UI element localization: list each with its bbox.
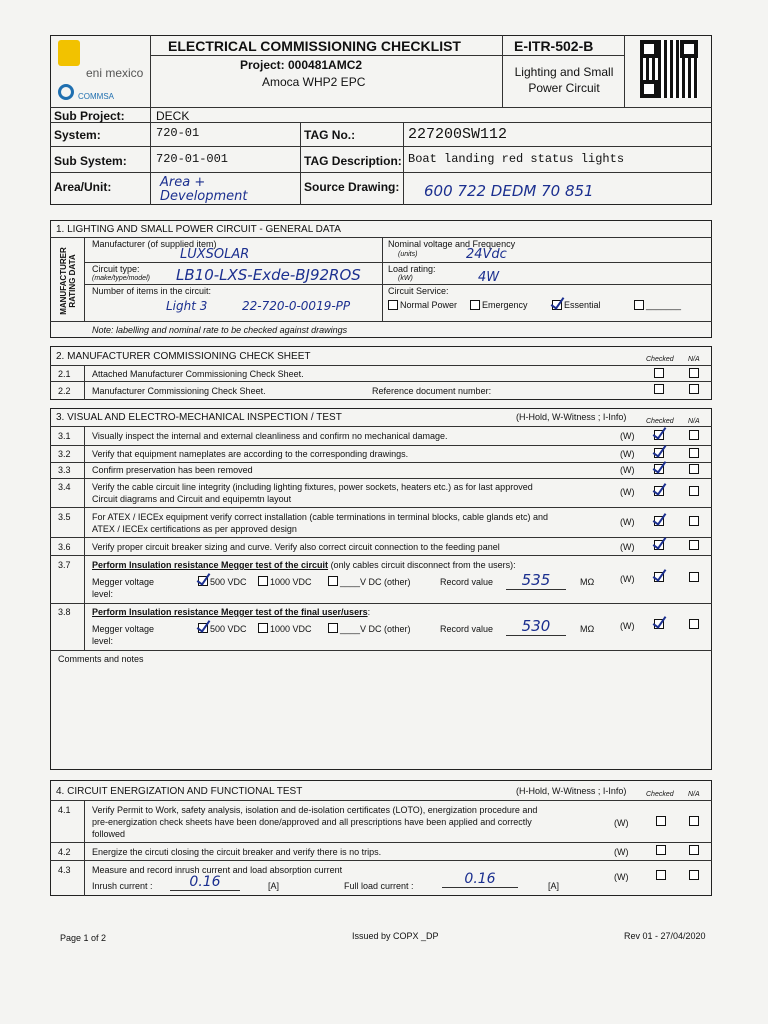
- commsa-logo-text: COMMSA: [78, 92, 114, 101]
- item-3-7-title-main: Perform Insulation resistance Megger test of the circuit: [92, 560, 329, 570]
- doc-type: Lighting and Small Power Circuit: [514, 65, 614, 95]
- emergency-checkbox[interactable]: [470, 300, 480, 310]
- item-3-2-na-checkbox[interactable]: [689, 448, 699, 458]
- load-rating-unit: (kW): [398, 275, 413, 282]
- project-name: Amoca WHP2 EPC: [262, 75, 366, 89]
- circuit-type-value: LB10-LXS-Exde-BJ92ROS: [176, 266, 361, 284]
- item-3-4-number: 3.4: [58, 482, 71, 492]
- emergency-label: Emergency: [482, 300, 528, 310]
- item-3-6-na-checkbox[interactable]: [689, 540, 699, 550]
- section-2-na-header: N/A: [688, 356, 700, 363]
- item-3-7-title-suffix: (only cables circuit disconnect from the users):: [328, 560, 516, 570]
- item-3-7-na-checkbox[interactable]: [689, 572, 699, 582]
- revision: Rev 01 - 27/04/2020: [624, 931, 706, 941]
- section-4-na-header: N/A: [688, 791, 700, 798]
- section-4: [50, 780, 712, 896]
- comments-label: Comments and notes: [58, 654, 144, 664]
- normal-power-checkbox[interactable]: [388, 300, 398, 310]
- item-3-6-text: Verify proper circuit breaker sizing and curve. Verify also correct circuit connection to the feeding panel: [92, 542, 500, 552]
- item-3-8-record-label: Record value: [440, 624, 494, 634]
- item-3-5-text-line1: For ATEX / IECEx equipment verify correct installation (cable terminations in terminal blocks, cable glands etc) and: [92, 512, 549, 522]
- section-3-title: 3. VISUAL AND ELECTRO-MECHANICAL INSPECTION / TEST: [56, 412, 342, 423]
- issued-by: Issued by COPX _DP: [352, 931, 439, 941]
- item-3-8-na-checkbox[interactable]: [689, 619, 699, 629]
- item-2-2-reference-label: Reference document number:: [372, 386, 492, 396]
- essential-label: Essential: [564, 300, 601, 310]
- item-3-6-checked-checkbox[interactable]: [654, 540, 664, 550]
- circuit-service-label: Circuit Service:: [388, 286, 449, 296]
- tag-no-label: TAG No.:: [304, 128, 356, 142]
- item-3-1-code: (W): [620, 431, 635, 441]
- section-3-na-header: N/A: [688, 418, 700, 425]
- manufacturer-value: LUXSOLAR: [180, 247, 250, 262]
- item-3-8-title-main: Perform Insulation resistance Megger test of the final user/users: [92, 607, 368, 617]
- project-number: Project: 000481AMC2: [240, 58, 363, 72]
- section-1-title: 1. LIGHTING AND SMALL POWER CIRCUIT - GENERAL DATA: [56, 224, 341, 235]
- section-3-legend: (H-Hold, W-Witness ; I-Info): [516, 412, 627, 422]
- item-3-8-1000vdc-label: 1000 VDC: [270, 624, 312, 634]
- item-3-7-unit: MΩ: [580, 577, 595, 587]
- qr-code-icon: [640, 40, 698, 98]
- item-3-7-1000vdc-checkbox[interactable]: [258, 576, 268, 586]
- section-4-title: 4. CIRCUIT ENERGIZATION AND FUNCTIONAL TEST: [56, 786, 303, 797]
- item-3-2-number: 3.2: [58, 449, 71, 459]
- section-4-checked-header: Checked: [646, 791, 674, 798]
- item-3-7-1000vdc-label: 1000 VDC: [270, 577, 312, 587]
- item-3-4-text-line1: Verify the cable circuit line integrity (including lighting fixtures, power sockets, heaters etc.) as for last approved: [92, 482, 533, 492]
- item-3-7-other-vdc-checkbox[interactable]: [328, 576, 338, 586]
- item-3-5-text-line2: ATEX / IECEx certifications as per approved design: [92, 524, 297, 534]
- circuit-type-sub: (make/type/model): [92, 275, 150, 282]
- item-4-2-number: 4.2: [58, 847, 71, 857]
- item-3-8-1000vdc-checkbox[interactable]: [258, 623, 268, 633]
- item-4-3-na-checkbox[interactable]: [689, 870, 699, 880]
- normal-power-label: Normal Power: [400, 300, 458, 310]
- item-2-2-na-checkbox[interactable]: [689, 384, 699, 394]
- item-3-7-record-value: 535: [506, 571, 566, 590]
- item-3-8-megger-label: Megger voltage level:: [92, 624, 155, 646]
- doc-code: E-ITR-502-B: [514, 38, 594, 54]
- item-3-7-number: 3.7: [58, 560, 71, 570]
- circuit-type-label: Circuit type:: [92, 264, 140, 274]
- full-load-current-unit: [A]: [548, 881, 560, 891]
- inrush-current-value: 0.16: [170, 874, 240, 891]
- system-value: 720-01: [156, 126, 200, 140]
- item-3-8-title-suffix: :: [367, 607, 371, 617]
- section-3-checked-header: Checked: [646, 418, 674, 425]
- load-rating-label: Load rating:: [388, 264, 436, 274]
- item-2-2-number: 2.2: [58, 386, 71, 396]
- item-2-2-text: Manufacturer Commissioning Check Sheet.: [92, 386, 266, 396]
- load-rating-value: 4W: [478, 270, 500, 285]
- sub-system-label: Sub System:: [54, 154, 127, 168]
- tag-no-value: 227200SW112: [408, 126, 508, 143]
- item-4-2-na-checkbox[interactable]: [689, 845, 699, 855]
- voltage-unit: (units): [398, 251, 418, 258]
- item-2-1-text: Attached Manufacturer Commissioning Check Sheet.: [92, 369, 304, 379]
- item-4-1-text-line1: Verify Permit to Work, safety analysis, isolation and de-isolation certificates (LOTO), energization procedure and: [92, 805, 538, 815]
- source-drawing-value: 600 722 DEDM 70 851: [424, 182, 594, 200]
- comments-area[interactable]: [52, 668, 710, 768]
- page-number: Page 1 of 2: [60, 933, 107, 943]
- item-3-8-unit: MΩ: [580, 624, 595, 634]
- item-3-8-500vdc-label: 500 VDC: [210, 624, 247, 634]
- item-3-8-checked-checkbox[interactable]: [654, 619, 664, 629]
- item-3-1-na-checkbox[interactable]: [689, 430, 699, 440]
- item-4-3-text: Measure and record inrush current and load absorption current: [92, 865, 343, 875]
- item-4-1-text-line2: pre-energization check sheets have been done/approved and all prescriptions have been applied and correctly: [92, 817, 532, 827]
- item-4-1-code: (W): [614, 818, 629, 828]
- item-2-2-checked-checkbox[interactable]: [654, 384, 664, 394]
- item-3-4-text-line2: Circuit diagrams and Circuit and equipemtn layout: [92, 494, 292, 504]
- item-3-1-checked-checkbox[interactable]: [654, 430, 664, 440]
- source-drawing-label: Source Drawing:: [304, 180, 400, 194]
- item-3-3-number: 3.3: [58, 465, 71, 475]
- item-4-1-text-line3: followed: [92, 829, 126, 839]
- sub-system-value: 720-01-001: [156, 152, 229, 166]
- eni-logo: [58, 40, 80, 66]
- items-label: Number of items in the circuit:: [92, 286, 212, 296]
- area-unit-value: Area + Development: [160, 175, 248, 204]
- item-3-8-number: 3.8: [58, 607, 71, 617]
- item-3-5-code: (W): [620, 517, 635, 527]
- item-4-2-code: (W): [614, 847, 629, 857]
- item-3-7-checked-checkbox[interactable]: [654, 572, 664, 582]
- item-3-7-code: (W): [620, 574, 635, 584]
- item-3-6-number: 3.6: [58, 542, 71, 552]
- item-3-1-text: Visually inspect the internal and external cleanliness and confirm no mechanical damage.: [92, 431, 448, 441]
- item-4-1-number: 4.1: [58, 805, 71, 815]
- item-3-5-number: 3.5: [58, 512, 71, 522]
- item-3-2-checked-checkbox[interactable]: [654, 448, 664, 458]
- essential-checkbox[interactable]: [552, 300, 562, 310]
- item-4-2-checked-checkbox[interactable]: [656, 845, 666, 855]
- other-service-label: _______: [646, 300, 682, 310]
- item-3-5-na-checkbox[interactable]: [689, 516, 699, 526]
- voltage-value: 24Vdc: [466, 247, 507, 262]
- other-service-checkbox[interactable]: [634, 300, 644, 310]
- item-4-1-na-checkbox[interactable]: [689, 816, 699, 826]
- item-3-1-number: 3.1: [58, 431, 71, 441]
- section-2-title: 2. MANUFACTURER COMMISSIONING CHECK SHEET: [56, 351, 311, 362]
- item-3-8-title: [92, 607, 370, 617]
- item-3-8-other-vdc-checkbox[interactable]: [328, 623, 338, 633]
- item-3-7-record-label: Record value: [440, 577, 494, 587]
- manufacturer-rating-side-label: MANUFACTURER RATING DATA: [59, 247, 77, 315]
- commsa-logo-icon: [58, 84, 74, 100]
- item-2-1-checked-checkbox[interactable]: [654, 368, 664, 378]
- item-4-2-text: Energize the circuti closing the circuit breaker and verify there is no trips.: [92, 847, 382, 857]
- item-3-3-checked-checkbox[interactable]: [654, 464, 664, 474]
- item-3-7-500vdc-label: 500 VDC: [210, 577, 247, 587]
- manufacturer-label: Manufacturer (of supplied item): [92, 239, 217, 249]
- full-load-current-label: Full load current :: [344, 881, 414, 891]
- item-3-2-text: Verify that equipment nameplates are according to the corresponding drawings.: [92, 449, 409, 459]
- item-3-7-megger-label: Megger voltage level:: [92, 577, 155, 599]
- section-2-checked-header: Checked: [646, 356, 674, 363]
- item-3-3-text: Confirm preservation has been removed: [92, 465, 253, 475]
- item-4-3-checked-checkbox[interactable]: [656, 870, 666, 880]
- items-value: Light 3: [166, 299, 208, 313]
- eni-logo-text: eni mexico: [86, 66, 144, 80]
- tag-description-label: TAG Description:: [304, 154, 402, 168]
- inrush-current-unit: [A]: [268, 881, 280, 891]
- sub-project-label: Sub Project:: [54, 109, 125, 123]
- item-3-5-checked-checkbox[interactable]: [654, 516, 664, 526]
- checklist-title: ELECTRICAL COMMISSIONING CHECKLIST: [168, 38, 461, 54]
- item-3-8-500vdc-checkbox[interactable]: [198, 623, 208, 633]
- sub-project-value: DECK: [156, 109, 190, 123]
- item-2-1-number: 2.1: [58, 369, 71, 379]
- section-1-note: Note: labelling and nominal rate to be checked against drawings: [92, 325, 348, 335]
- item-3-8-other-vdc-label: ____V DC (other): [340, 624, 411, 634]
- item-3-7-other-vdc-label: ____V DC (other): [340, 577, 411, 587]
- tag-description-value: Boat landing red status lights: [408, 152, 625, 166]
- item-3-2-code: (W): [620, 449, 635, 459]
- item-3-4-checked-checkbox[interactable]: [654, 486, 664, 496]
- item-4-3-code: (W): [614, 872, 629, 882]
- full-load-current-value: 0.16: [442, 871, 518, 888]
- item-3-7-500vdc-checkbox[interactable]: [198, 576, 208, 586]
- item-3-8-code: (W): [620, 621, 635, 631]
- item-3-7-title: [92, 560, 516, 570]
- item-3-6-code: (W): [620, 542, 635, 552]
- items-value-ref: 22-720-0-0019-PP: [242, 299, 351, 313]
- inrush-current-label: Inrush current :: [92, 881, 153, 891]
- area-unit-label: Area/Unit:: [54, 180, 112, 194]
- item-2-1-na-checkbox[interactable]: [689, 368, 699, 378]
- item-3-8-record-value: 530: [506, 617, 566, 636]
- system-label: System:: [54, 128, 101, 142]
- item-3-3-na-checkbox[interactable]: [689, 464, 699, 474]
- item-3-3-code: (W): [620, 465, 635, 475]
- voltage-label: Nominal voltage and Frequency: [388, 239, 516, 249]
- item-4-1-checked-checkbox[interactable]: [656, 816, 666, 826]
- item-4-3-number: 4.3: [58, 865, 71, 875]
- item-3-4-code: (W): [620, 487, 635, 497]
- section-4-legend: (H-Hold, W-Witness ; I-Info): [516, 786, 627, 796]
- item-3-4-na-checkbox[interactable]: [689, 486, 699, 496]
